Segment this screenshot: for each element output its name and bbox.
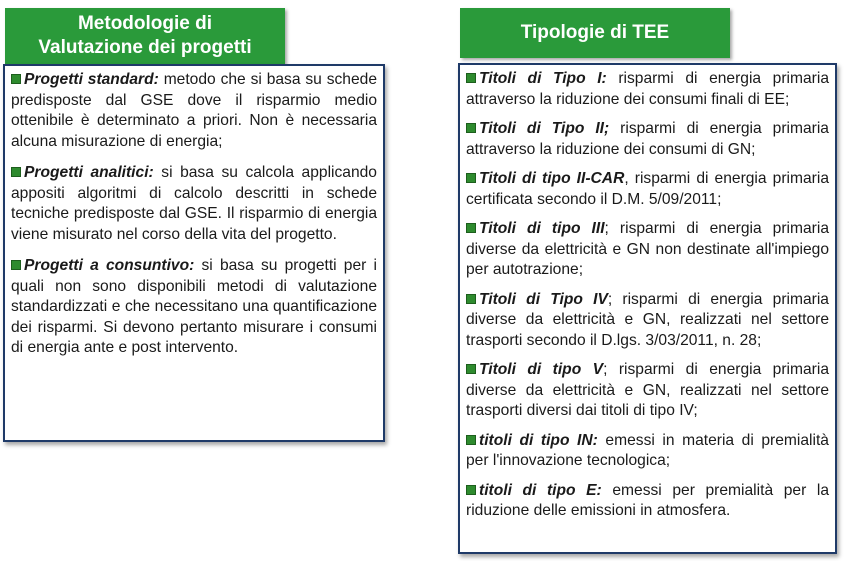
square-bullet-icon: [466, 435, 476, 445]
tee-type-description: , risparmi di energia primaria certificata secondo il D.M. 5/09/2011;: [466, 170, 829, 208]
tee-type-description: ; risparmi di energia primaria diverse da elettricità e GN, realizzati nel settore trasporti secondo il D.lgs. 3/03/2011, n. 28;: [466, 290, 829, 349]
tee-type-item-e: [466, 481, 829, 522]
tee-type-item-1: [466, 69, 829, 110]
method-description: si basa su progetti per i quali non sono disponibili metodi di valutazione standardizzati e che necessitano una quantificazione dei risparmi. Si devono pertanto misurare i consumi di energia ante e post intervento.: [11, 257, 377, 356]
tee-type-item-2-car: [466, 169, 829, 210]
square-bullet-icon: [466, 485, 476, 495]
tee-type-term: Titoli di tipo V: [479, 361, 604, 378]
tee-type-term: Titoli di tipo III: [479, 220, 605, 237]
tee-type-item-5: [466, 360, 829, 422]
tee-type-item-in: [466, 431, 829, 472]
tee-type-term: Titoli di Tipo IV: [479, 290, 608, 308]
tee-types-panel: [458, 63, 837, 554]
tee-type-term: Titoli di tipo II-CAR: [479, 170, 625, 187]
tee-type-description: ; risparmi di energia primaria diverse da elettricità e GN, realizzati nel settore trasporti diversi dai titoli di tipo IV;: [466, 361, 829, 419]
square-bullet-icon: [11, 167, 21, 177]
square-bullet-icon: [466, 123, 476, 133]
method-item-analytic: [11, 163, 377, 245]
tee-types-header: [460, 8, 730, 58]
square-bullet-icon: [466, 73, 476, 83]
square-bullet-icon: [466, 364, 476, 374]
square-bullet-icon: [466, 294, 476, 304]
tee-type-description: risparmi di energia primaria attraverso la riduzione dei consumi finali di EE;: [466, 70, 829, 108]
method-item-final-balance: [11, 256, 377, 359]
methodologies-panel: [3, 64, 385, 442]
tee-type-term: titoli di tipo E:: [479, 481, 602, 499]
method-description: si basa su calcola applicando appositi algoritmi di calcolo descritti in schede tecniche predisposte dal GSE. Il risparmio di energia viene misurato nel corso della vita del progetto.: [11, 164, 377, 243]
tee-type-item-3: [466, 219, 829, 281]
tee-type-item-2: [466, 119, 829, 160]
tee-type-description: ; risparmi di energia primaria diverse da elettricità e GN non destinate all'impiego per autotrazione;: [466, 220, 829, 278]
tee-type-description: risparmi di energia primaria attraverso la riduzione dei consumi di GN;: [466, 120, 829, 158]
tee-type-description: emessi per premialità per la riduzione delle emissioni in atmosfera.: [466, 481, 829, 519]
methodologies-header-line1: Metodologie di: [77, 13, 213, 34]
method-item-standard: [11, 70, 377, 152]
tee-type-item-4: [466, 290, 829, 352]
method-term: Progetti a consuntivo:: [24, 257, 195, 274]
method-term: Progetti analitici:: [24, 164, 154, 181]
tee-types-header-title: Tipologie di TEE: [520, 22, 670, 43]
method-description: metodo che si basa su schede predisposte dal GSE dove il risparmio medio ottenibile è determinato a priori. Non è necessaria alcuna misurazione di energia;: [11, 71, 377, 150]
square-bullet-icon: [11, 74, 21, 84]
tee-type-term: Titoli di Tipo I:: [479, 70, 607, 87]
square-bullet-icon: [466, 223, 476, 233]
methodologies-header-line2: Valutazione dei progetti: [38, 37, 252, 58]
methodologies-header: [5, 8, 285, 64]
tee-type-description: emessi in materia di premialità per l'innovazione tecnologica;: [466, 431, 829, 469]
tee-type-term: Titoli di Tipo II;: [479, 120, 610, 137]
method-term: Progetti standard:: [24, 71, 159, 88]
square-bullet-icon: [466, 173, 476, 183]
square-bullet-icon: [11, 260, 21, 270]
tee-type-term: titoli di tipo IN:: [479, 431, 598, 449]
